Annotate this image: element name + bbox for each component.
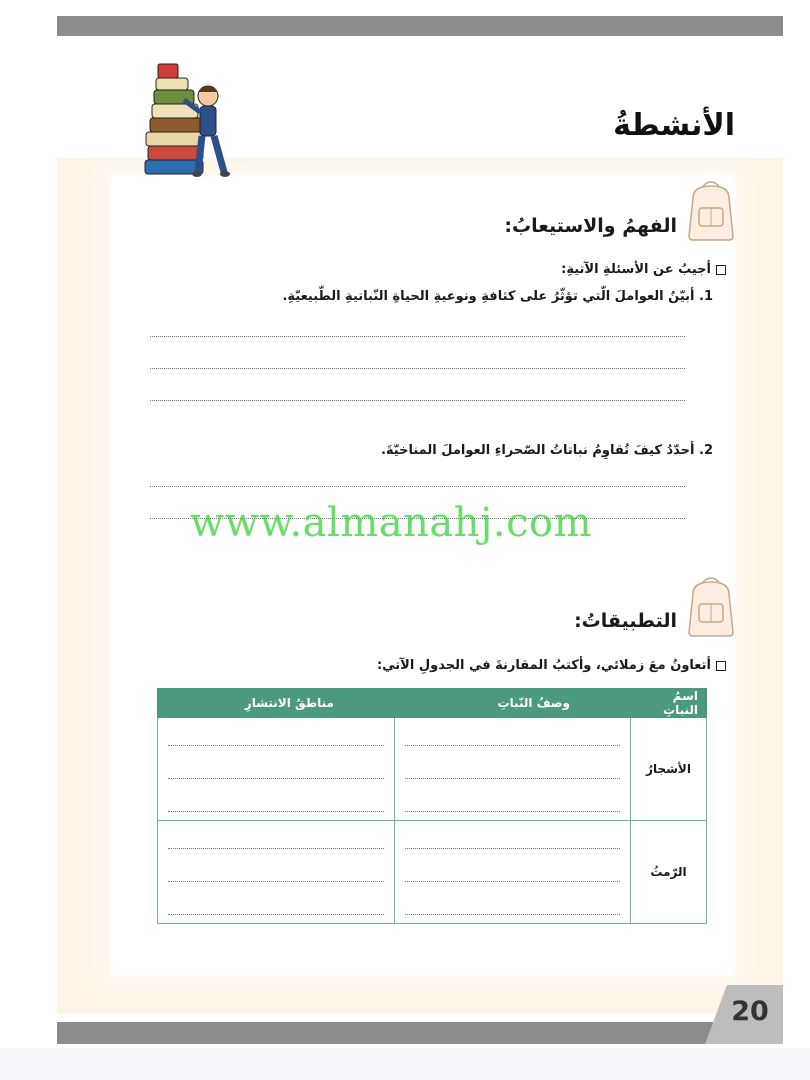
answer-line[interactable] [150, 486, 685, 487]
boy-with-books-illustration [140, 60, 240, 185]
row-label-trees: الأشجارُ [631, 718, 707, 821]
table-header-distribution-areas: مناطقُ الانتشارِ [158, 689, 395, 718]
page-title: الأنشطةُ [613, 108, 735, 143]
distribution-cell[interactable] [158, 718, 395, 821]
answer-line[interactable] [150, 336, 685, 337]
table-header-row [158, 689, 707, 718]
question-1: 1. أبيّنُ العواملَ الّتي تؤثّرُ على كثافةِ ونوعيةِ الحياةِ النّباتيةِ الطّبيعيّةِ. [282, 289, 713, 304]
bottom-bar [57, 1022, 783, 1044]
bottom-margin [0, 1048, 810, 1080]
checkbox-icon [716, 661, 726, 671]
comprehension-heading: الفهمُ والاستيعابُ: [504, 215, 677, 237]
checkbox-icon [716, 265, 726, 275]
comprehension-instruction [561, 262, 726, 277]
watermark: www.almanahj.com [190, 500, 593, 546]
instruction-text: أتعاونُ معَ زملائي، وأكتبُ المقارنةَ في الجدولِ الآتي: [376, 658, 711, 673]
answer-line[interactable] [150, 368, 685, 369]
table-row [158, 821, 707, 924]
applications-heading: التطبيقاتُ: [574, 610, 677, 632]
description-cell[interactable] [395, 821, 631, 924]
distribution-cell[interactable] [158, 821, 395, 924]
table-row [158, 718, 707, 821]
question-2: 2. أحدّدُ كيفَ تُقاوِمُ نباتاتُ الصّحراءِ العواملَ المناخيّةَ. [380, 443, 713, 458]
backpack-icon [683, 574, 739, 640]
description-cell[interactable] [395, 718, 631, 821]
backpack-icon [683, 178, 739, 244]
instruction-text: أجيبُ عن الأسئلةِ الآتيةِ: [561, 262, 711, 277]
comparison-table [157, 688, 707, 924]
row-label-ramth: الرّمثُ [631, 821, 707, 924]
table-header-plant-description: وصفُ النّباتِ [395, 689, 631, 718]
top-bar [57, 16, 783, 36]
applications-instruction [377, 658, 726, 673]
table-header-plant-name: اسمُ النباتِ [631, 689, 707, 718]
answer-line[interactable] [150, 400, 685, 401]
page-number: 20 [731, 996, 769, 1027]
